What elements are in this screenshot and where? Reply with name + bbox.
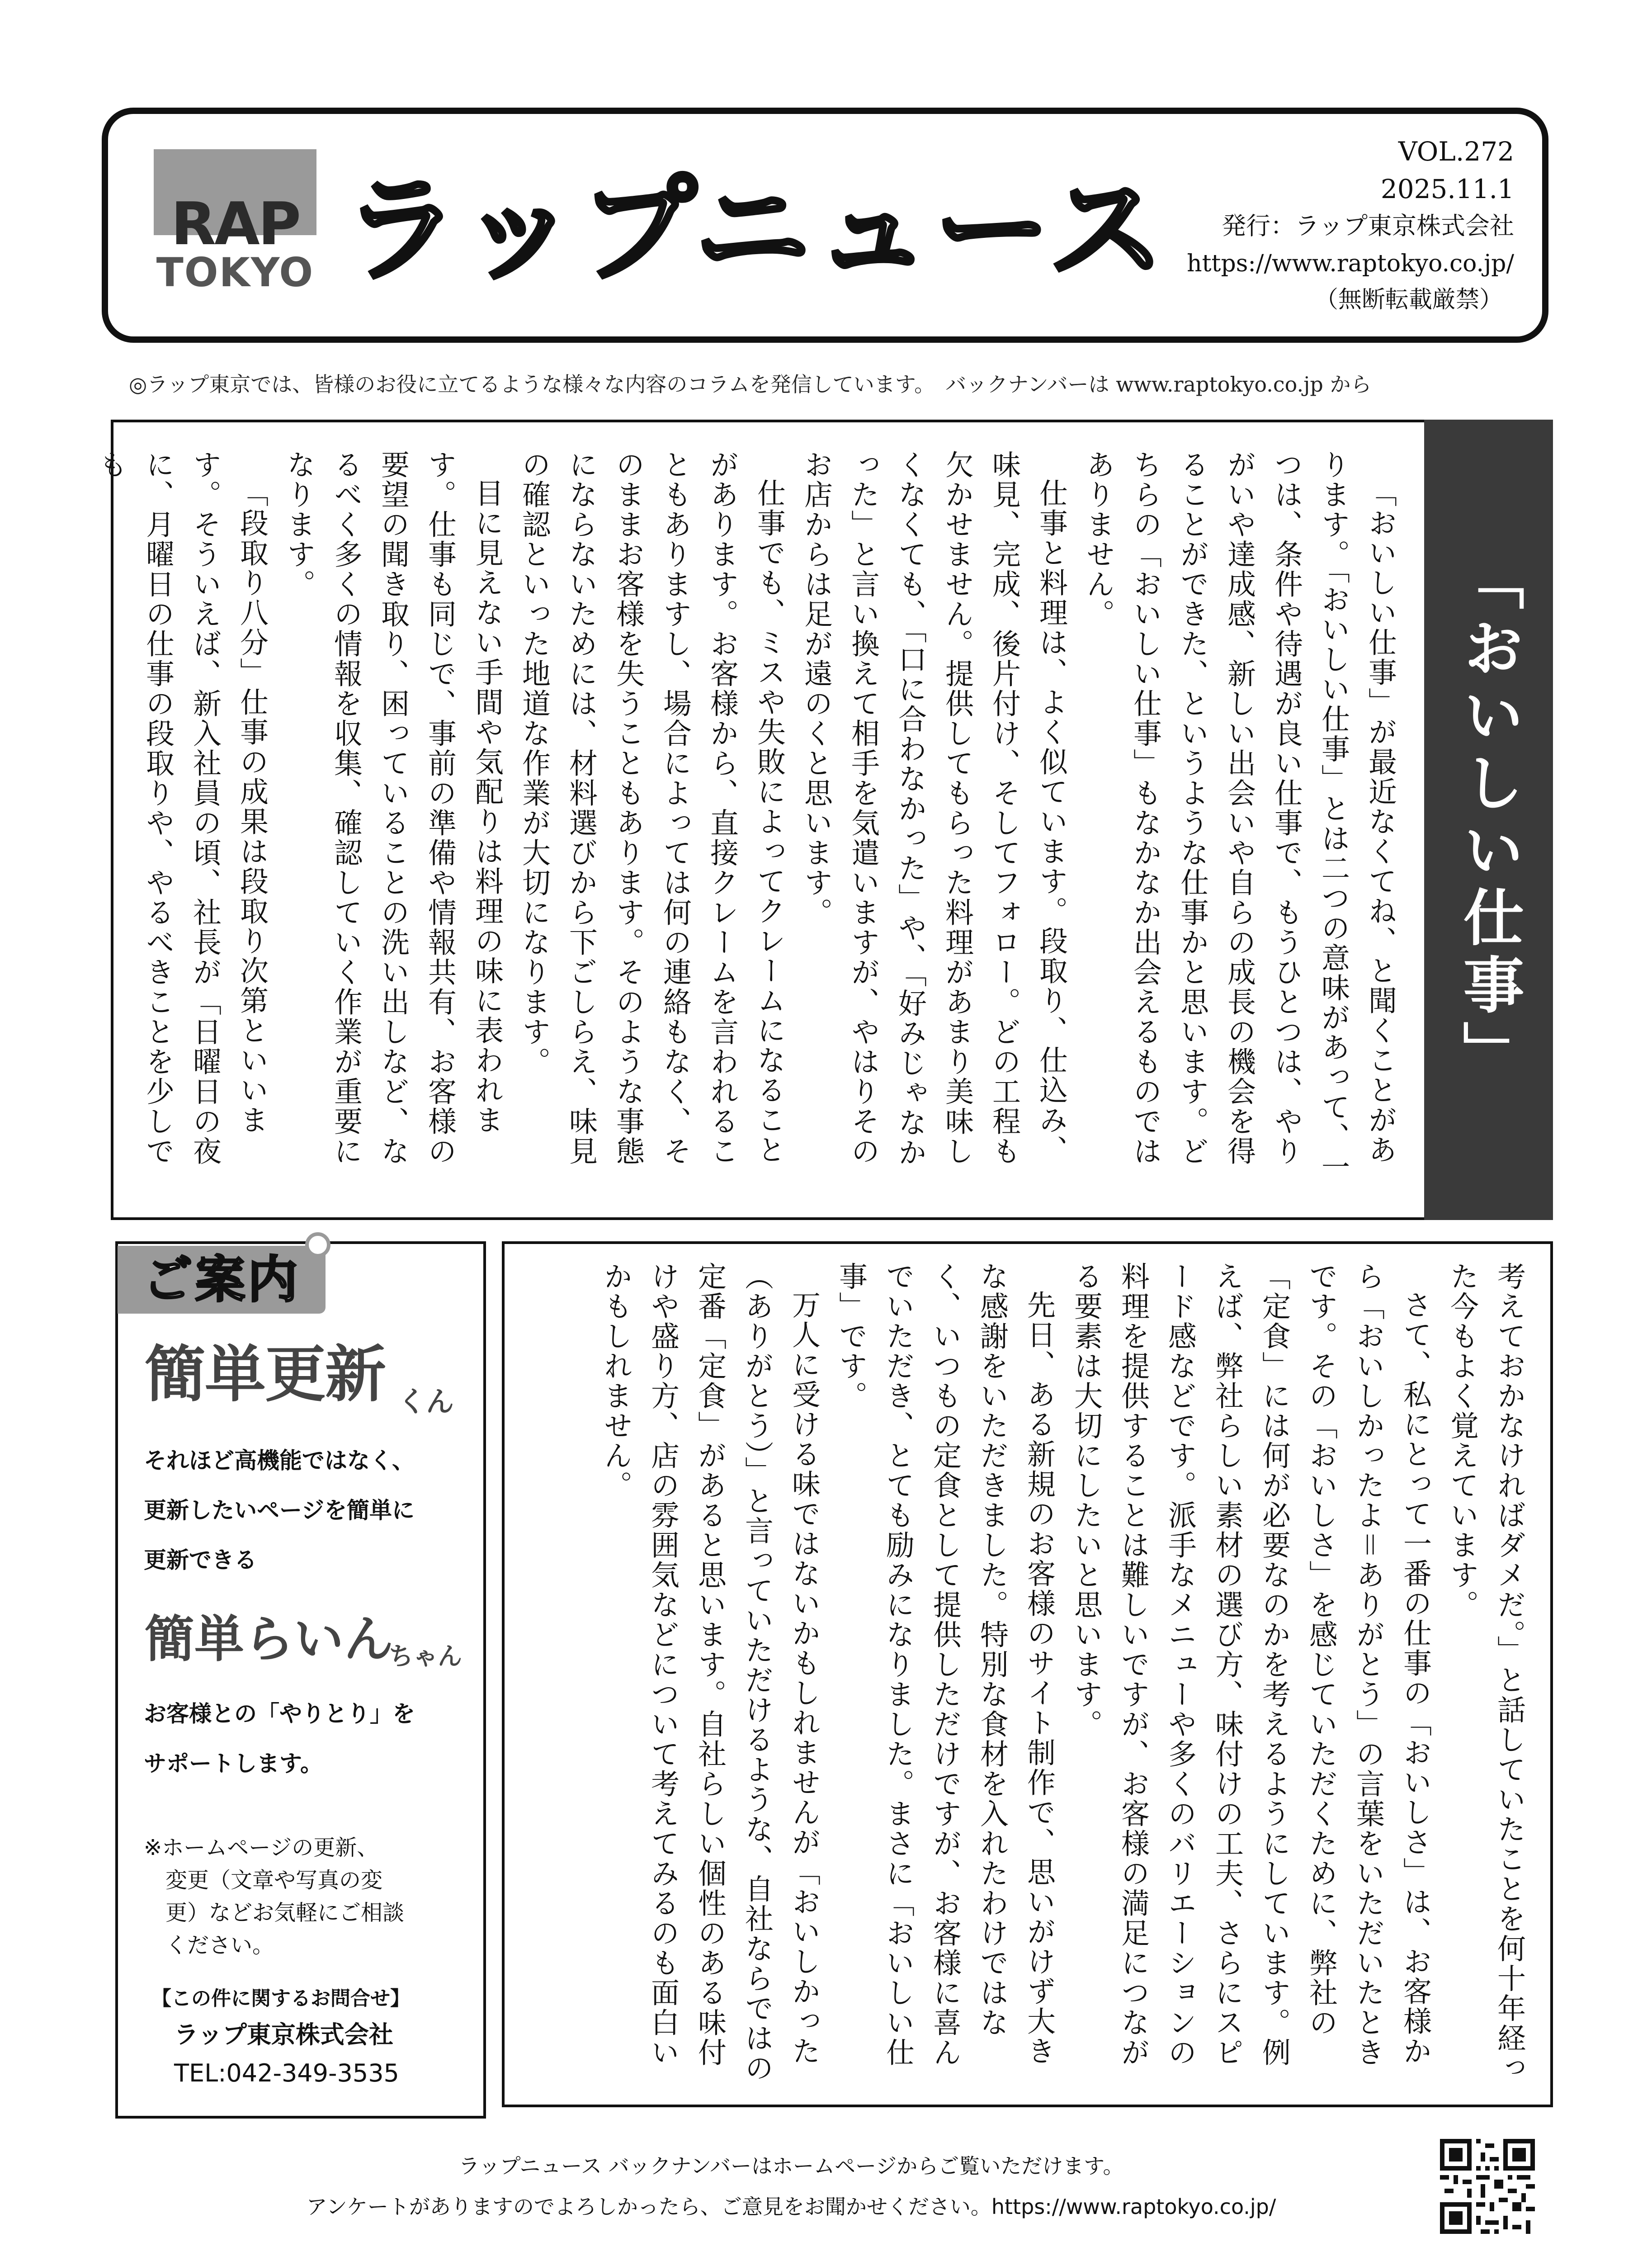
column-paragraph: 考えておかなければダメだ。」と話していたことを何十年経った今もよく覚えています。 — [1446, 1262, 1526, 2083]
column-paragraph: 万人に受ける味ではないかもしれませんが「おいしかった（ありがとう）」と言っていただけるような、自社ならではの定番「定食」があると思います。自社らしい個性のある味付けや盛り方、店の雰囲気などについて考えてみるのも面白いかもしれません。 — [599, 1262, 821, 2083]
intro-line: ◎ラップ東京では、皆様のお役に立てるような様々な内容のコラムを発信しています。 バックナンバーは www.raptokyo.co.jp から — [129, 372, 1372, 397]
column-body-part1 — [94, 450, 1404, 1192]
logo-text-top: RAP — [171, 189, 299, 258]
column-paragraph: 仕事でも、ミスや失敗によってクレームになることがあります。お客様から、直接クレームを言われることもありますし、場合によっては何の連絡もなく、そのままお客様を失うこともあります。そのような事態にならないためには、材料選びから下ごしらえ、味見の確認といった地道な作業が大切になります。 — [518, 450, 786, 1166]
description-line: 更新したいページを簡単に — [144, 1497, 415, 1523]
description-line: それほど高機能ではなく、 — [144, 1447, 415, 1474]
column-paragraph: 目に見えない手間や気配りは料理の味に表われます。仕事も同じで、事前の準備や情報共有、お客様の要望の聞き取り、困っていることの洗い出しなど、なるべく多くの情報を収集、確認していく作業が重要になります。 — [283, 450, 504, 1166]
qr-code-icon[interactable] — [1440, 2139, 1535, 2234]
guide-badge-label: ご案内 — [143, 1251, 300, 1309]
column-title: 「おいしい仕事」 — [1453, 549, 1524, 1088]
description-line: お客様との「やりとり」を — [144, 1701, 415, 1727]
contact-phone[interactable]: TEL:042-349-3535 — [174, 2059, 399, 2087]
sidebar-note: ※ホームページの更新、 変更（文章や写真の変 更）などお気軽にご相談 ください。 — [144, 1835, 405, 1958]
footer-line: アンケートがありますのでよろしかったら、ご意見をお聞かせください。https://www.raptokyo.co.jp/ — [306, 2195, 1276, 2219]
product-name-suffix: くん — [398, 1385, 454, 1418]
column-paragraph: 仕事と料理は、よく似ています。段取り、仕込み、味見、完成、後片付け、そしてフォロー。どの工程も欠かせません。提供してもらった料理があまり美味しくなくても、「口に合わなかった」や、「好みじゃなかった」と言い換えて相手を気遣いますが、やはりそのお店からは足が遠のくと思います。 — [800, 450, 1068, 1168]
column-paragraph: 「おいしい仕事」が最近なくてね、と聞くことがあります。「おいしい仕事」とは二つの意味があって、一つは、条件や待遇が良い仕事で、もうひとつは、やりがいや達成感、新しい出会いや自らの成長の機会を得ることができた、というような仕事かと思います。どちらの「おいしい仕事」もなかなか出会えるものではありません。 — [1082, 450, 1397, 1182]
product-description — [144, 1689, 469, 1788]
column-body-part2 — [527, 1262, 1533, 2094]
website-url[interactable]: https://www.raptokyo.co.jp/ — [1187, 250, 1514, 277]
issue-date: 2025.11.1 — [1380, 174, 1514, 204]
product-name-kantan-line: 簡単らいん — [145, 1610, 393, 1668]
product-name-suffix: ちゃん — [389, 1642, 462, 1670]
volume-number: VOL.272 — [1398, 136, 1514, 167]
logo-text-bottom: TOKYO — [156, 249, 314, 296]
rap-tokyo-logo — [154, 149, 316, 298]
contact-company: ラップ東京株式会社 — [174, 2020, 393, 2049]
description-line: サポートします。 — [144, 1750, 323, 1777]
copyright-notice: （無断転載厳禁） — [1314, 286, 1503, 313]
product-name-kantan-koshin: 簡単更新 — [145, 1339, 385, 1410]
publisher: 発行：ラップ東京株式会社 — [1222, 212, 1514, 240]
column-paragraph: 先日、ある新規のお客様のサイト制作で、思いがけず大きな感謝をいただきました。特別な食材を入れたわけではなく、いつもの定食として提供しただけですが、お客様に喜んでいただき、とても励みになりました。まさに「おいしい仕事」です。 — [835, 1262, 1056, 2067]
column-paragraph: 「段取り八分」仕事の成果は段取り次第といいます。そういえば、新入社員の頃、社長が「日曜日の夜に、月曜日の仕事の段取りや、やるべきことを少しでも — [94, 450, 269, 1166]
column-paragraph: さて、私にとって一番の仕事の「おいしさ」は、お客様から「おいしかったよ＝ありがとう」の言葉をいただいたときです。その「おいしさ」を感じていただくために、弊社の「定食」には何が必要なのかを考えるようにしています。例えば、弊社らしい素材の選び方、味付けの工夫、さらにスピード感などです。派手なメニューや多くのバリエーションの料理を提供することは難しいですが、お客様の満足につながる要素は大切にしたいと思います。 — [1070, 1262, 1432, 2067]
product-description — [144, 1436, 469, 1585]
contact-heading: 【この件に関するお問合せ】 — [151, 1987, 410, 2010]
newsletter-title: ラップニュース — [344, 163, 1169, 298]
footer-line: ラップニュース バックナンバーはホームページからご覧いただけます。 — [458, 2154, 1124, 2178]
description-line: 更新できる — [144, 1547, 257, 1573]
